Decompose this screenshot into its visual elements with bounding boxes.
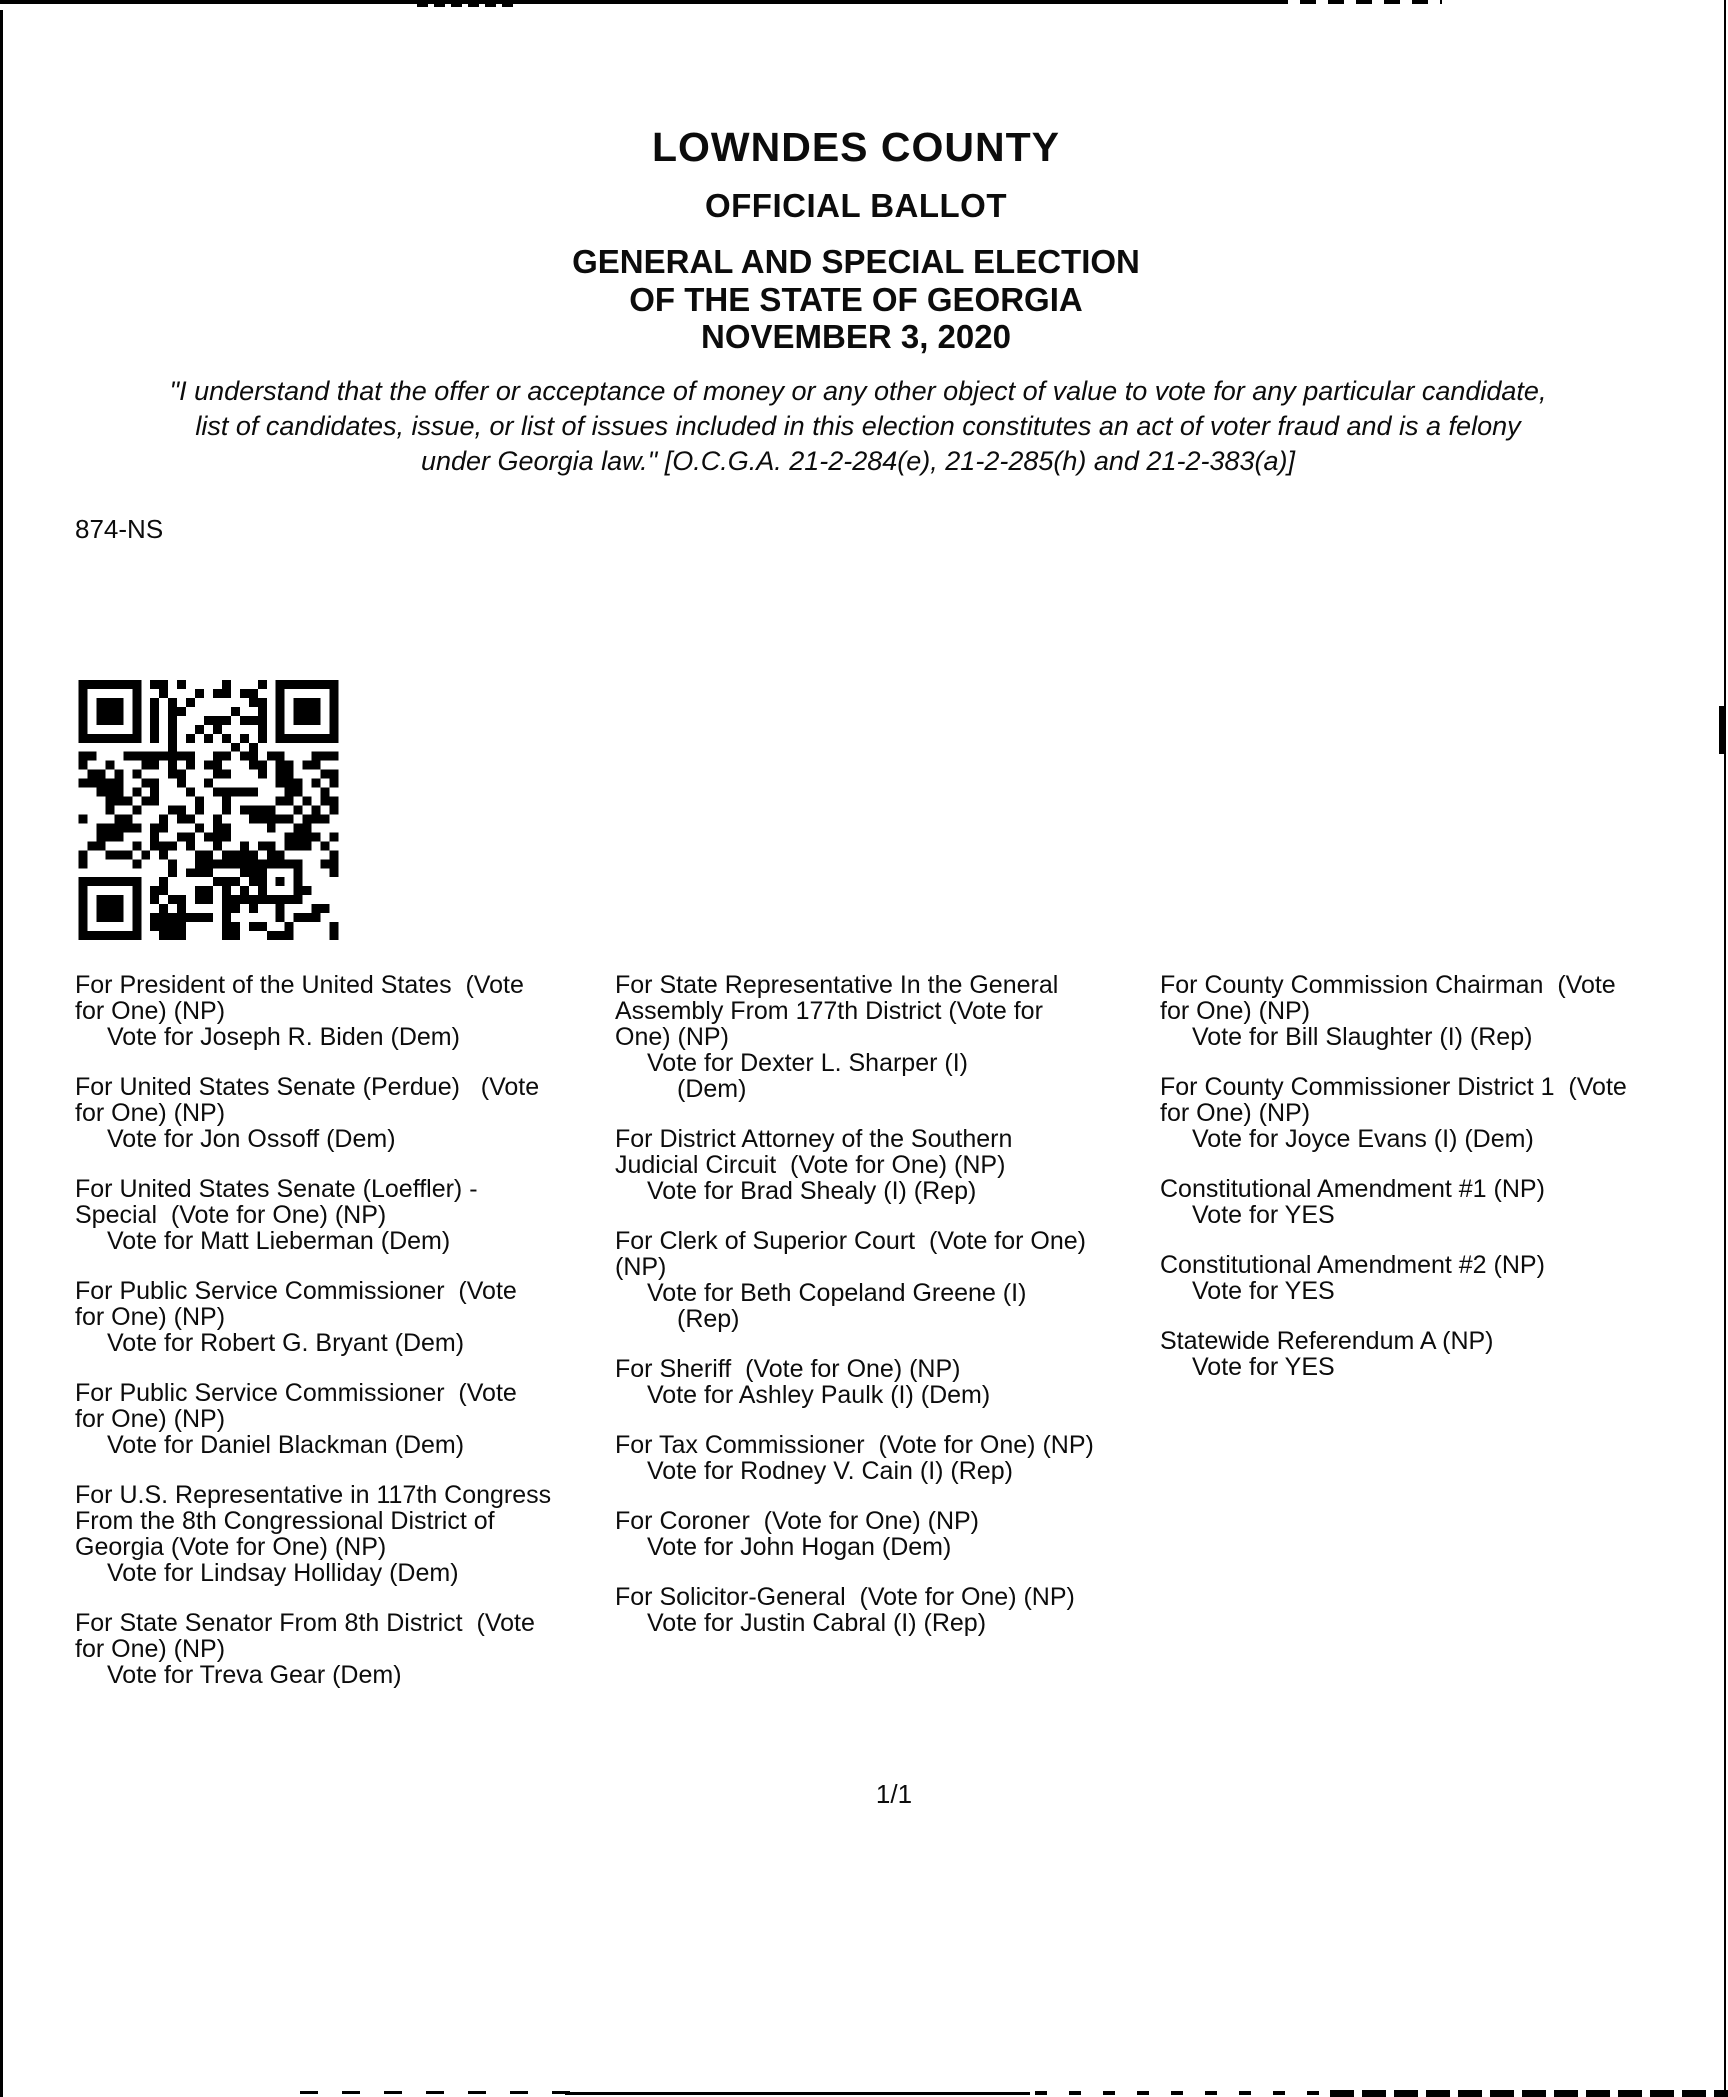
contest-title-line: Special (Vote for One) (NP) (75, 1201, 387, 1229)
contest-title-line: One) (NP) (615, 1023, 729, 1051)
contest (615, 1432, 1094, 1484)
contest (75, 1074, 551, 1152)
contest-title-line: For County Commissioner District 1 (Vote (1160, 1073, 1627, 1101)
contest-title-line: For District Attorney of the Southern (615, 1125, 1013, 1153)
contest (75, 1278, 551, 1356)
contest-title-line: Georgia (Vote for One) (NP) (75, 1533, 387, 1561)
contest (75, 1380, 551, 1458)
contest-title-line: For Public Service Commissioner (Vote (75, 1379, 517, 1407)
contest (75, 1610, 551, 1688)
county-title: LOWNDES COUNTY (651, 124, 1061, 170)
vote-selection-line: Vote for Joseph R. Biden (Dem) (107, 1023, 460, 1051)
scan-artifact-top-line (0, 0, 1272, 4)
contest (615, 1356, 1094, 1408)
contest-title-line: From the 8th Congressional District of (75, 1507, 495, 1535)
fraud-disclaimer-line: "I understand that the offer or acceptance of money or any other object of value to vote for any particular candidate, (169, 376, 1547, 406)
contest (615, 1508, 1094, 1560)
contest-title-line: for One) (NP) (75, 1303, 226, 1331)
contest-title-line: For State Senator From 8th District (Vote (75, 1609, 535, 1637)
contest (1160, 1074, 1627, 1152)
ballot-column-1 (75, 972, 551, 1712)
contest (75, 1482, 551, 1586)
vote-selection-line: Vote for Ashley Paulk (I) (Dem) (647, 1381, 991, 1409)
vote-selection-line: Vote for YES (1192, 1201, 1335, 1229)
contest-title-line: Assembly From 177th District (Vote for (615, 997, 1043, 1025)
scan-artifact-bottom-line (565, 2092, 1030, 2095)
vote-selection-line: Vote for Treva Gear (Dem) (107, 1661, 402, 1689)
qr-code (70, 680, 347, 940)
vote-selection-line: Vote for Matt Lieberman (Dem) (107, 1227, 451, 1255)
vote-selection-line: Vote for John Hogan (Dem) (647, 1533, 952, 1561)
vote-selection-line: Vote for Beth Copeland Greene (I) (647, 1279, 1027, 1307)
election-title-line2: OF THE STATE OF GEORGIA (629, 281, 1083, 318)
vote-selection-line: Vote for Jon Ossoff (Dem) (107, 1125, 396, 1153)
scan-artifact-bottom-dashes (1035, 2091, 1330, 2095)
contest-title-line: (NP) (615, 1253, 667, 1281)
scan-artifact-bottom-marks (1330, 2090, 1728, 2097)
contest-title-line: For Tax Commissioner (Vote for One) (NP) (615, 1431, 1094, 1459)
page-number: 1/1 (875, 1779, 913, 1809)
contest-title-line: Statewide Referendum A (NP) (1160, 1327, 1494, 1355)
ballot-title: OFFICIAL BALLOT (704, 187, 1008, 224)
vote-selection-line: Vote for YES (1192, 1353, 1335, 1381)
vote-selection-line: Vote for Daniel Blackman (Dem) (107, 1431, 465, 1459)
contest-title-line: For U.S. Representative in 117th Congress (75, 1481, 552, 1509)
contest (1160, 1252, 1627, 1304)
contest-title-line: For Clerk of Superior Court (Vote for One) (615, 1227, 1087, 1255)
contest (1160, 1176, 1627, 1228)
election-title-line1: GENERAL AND SPECIAL ELECTION (572, 243, 1140, 280)
ballot-column-3 (1160, 972, 1627, 1404)
contest (615, 972, 1094, 1102)
vote-selection-line: Vote for Justin Cabral (I) (Rep) (647, 1609, 987, 1637)
contest-title-line: for One) (NP) (75, 997, 226, 1025)
contest-title-line: for One) (NP) (75, 1635, 226, 1663)
scan-artifact-bottom-dashes (300, 2091, 570, 2094)
vote-selection-line: Vote for Joyce Evans (I) (Dem) (1192, 1125, 1534, 1153)
contest-title-line: For State Representative In the General (615, 971, 1059, 999)
contest-title-line: For President of the United States (Vote (75, 971, 524, 999)
contest-title-line: for One) (NP) (1160, 1099, 1311, 1127)
scan-artifact-right-blob (1719, 706, 1726, 754)
vote-selection-line: Vote for YES (1192, 1277, 1335, 1305)
contest-title-line: For County Commission Chairman (Vote (1160, 971, 1616, 999)
vote-selection-line: Vote for Dexter L. Sharper (I) (647, 1049, 968, 1077)
contest-title-line: For Solicitor-General (Vote for One) (NP) (615, 1583, 1075, 1611)
vote-selection-line: Vote for Robert G. Bryant (Dem) (107, 1329, 465, 1357)
fraud-disclaimer-line: under Georgia law." [O.C.G.A. 21-2-284(e), 21-2-285(h) and 21-2-383(a)] (420, 446, 1296, 476)
contest (1160, 1328, 1627, 1380)
vote-selection-line: Vote for Brad Shealy (I) (Rep) (647, 1177, 977, 1205)
contest (615, 1228, 1094, 1332)
contest-title-line: for One) (NP) (75, 1405, 226, 1433)
fraud-disclaimer-line: list of candidates, issue, or list of issues included in this election constitutes an act of voter fraud and is a felony (195, 411, 1521, 441)
contest-title-line: For Public Service Commissioner (Vote (75, 1277, 517, 1305)
contest-title-line: for One) (NP) (1160, 997, 1311, 1025)
contest-title-line: Judicial Circuit (Vote for One) (NP) (615, 1151, 1006, 1179)
ballot-style-code: 874-NS (75, 514, 164, 544)
contest-title-line: Constitutional Amendment #1 (NP) (1160, 1175, 1545, 1203)
contest (75, 972, 551, 1050)
contest-title-line: For Coroner (Vote for One) (NP) (615, 1507, 980, 1535)
vote-selection-line: Vote for Bill Slaughter (I) (Rep) (1192, 1023, 1533, 1051)
contest-title-line: For United States Senate (Perdue) (Vote (75, 1073, 540, 1101)
vote-selection-line: (Dem) (677, 1075, 747, 1103)
scan-artifact-top-dashes (1272, 0, 1442, 4)
contest (1160, 972, 1627, 1050)
ballot-column-2 (615, 972, 1094, 1660)
vote-selection-line: (Rep) (677, 1305, 740, 1333)
contest (75, 1176, 551, 1254)
election-date: NOVEMBER 3, 2020 (701, 318, 1011, 355)
vote-selection-line: Vote for Rodney V. Cain (I) (Rep) (647, 1457, 1013, 1485)
contest-title-line: Constitutional Amendment #2 (NP) (1160, 1251, 1545, 1279)
scan-artifact-top-marks (417, 0, 517, 7)
fraud-disclaimer (0, 374, 1716, 479)
contest-title-line: For United States Senate (Loeffler) - (75, 1175, 478, 1203)
contest-title-line: For Sheriff (Vote for One) (NP) (615, 1355, 961, 1383)
vote-selection-line: Vote for Lindsay Holliday (Dem) (107, 1559, 459, 1587)
contest (615, 1126, 1094, 1204)
contest-title-line: for One) (NP) (75, 1099, 226, 1127)
contest (615, 1584, 1094, 1636)
